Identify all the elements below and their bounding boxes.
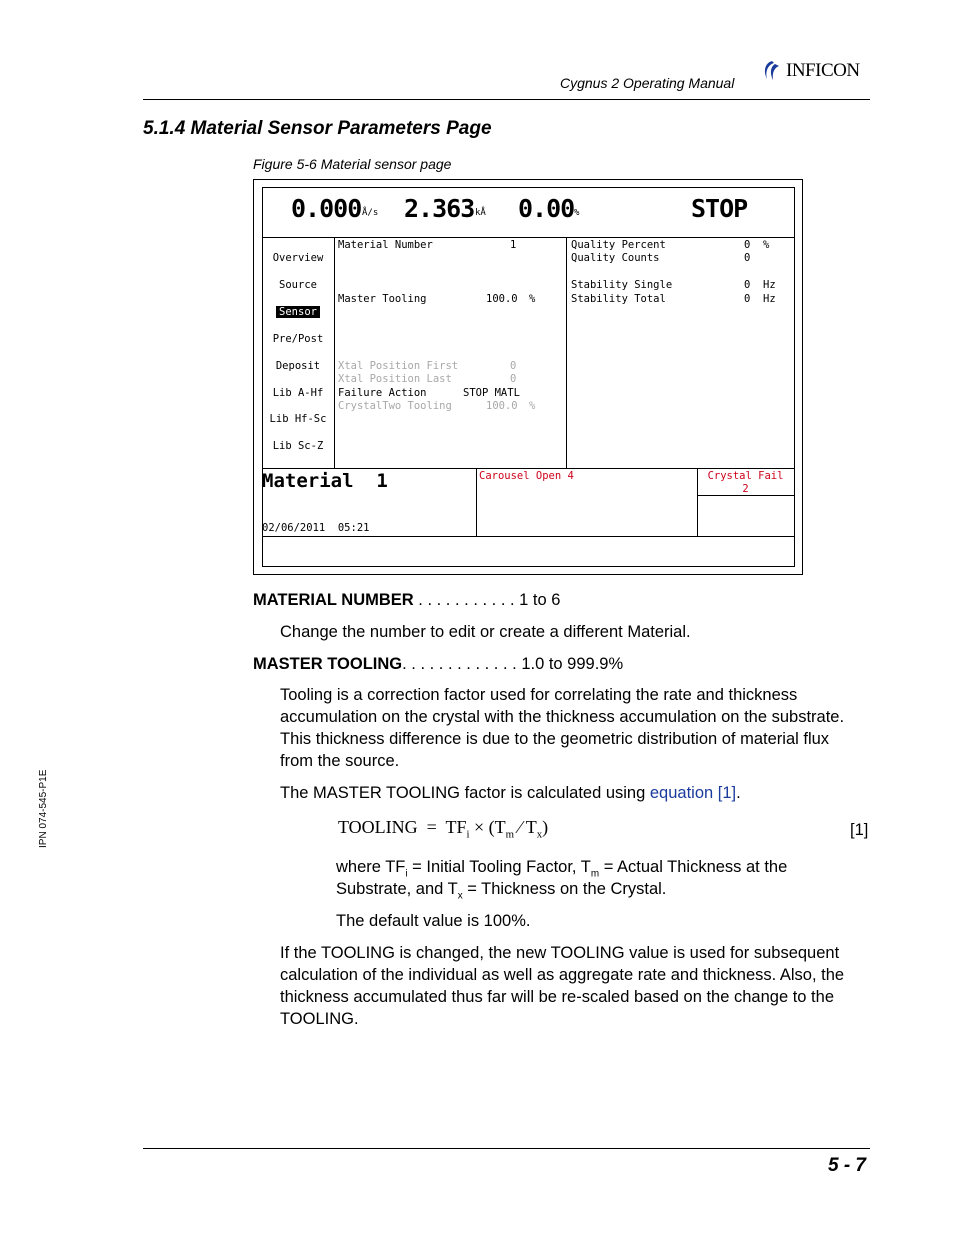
status-datetime: 02/06/2011 05:21 — [262, 522, 370, 534]
page-number: 5 - 7 — [827, 1155, 866, 1176]
nav-sensor-label: Sensor — [276, 306, 320, 318]
eq-sub-x: x — [536, 828, 543, 841]
eq-sub-i: i — [466, 828, 470, 841]
stability-total-value: 0 — [744, 293, 751, 305]
tooling-line-4: from the source. — [280, 752, 400, 770]
footer-rule — [143, 1148, 870, 1149]
master-tooling-value[interactable]: 100.0 — [486, 293, 518, 305]
material-number-desc: Change the number to edit or create a different Material. — [280, 623, 691, 641]
quality-counts-label: Quality Counts — [571, 252, 660, 264]
percent-unit: % — [574, 208, 580, 218]
master-tooling-label: Master Tooling — [338, 293, 427, 305]
eq-sub-m: m — [505, 828, 515, 841]
master-tooling-heading: MASTER TOOLING — [253, 655, 403, 673]
tooling-line-1: Tooling is a correction factor used for correlating the rate and thickness — [280, 686, 798, 704]
eq-close: ) — [542, 817, 549, 837]
where-line-2 — [336, 878, 666, 907]
header-rule — [143, 99, 870, 100]
nav-deposit[interactable]: Deposit — [275, 360, 321, 372]
material-number-entry — [253, 589, 560, 611]
eq-slash: ⁄ T — [514, 817, 537, 837]
rate-unit: Å/s — [362, 208, 379, 218]
material-number-value[interactable]: 1 — [510, 239, 517, 251]
readout-divider — [262, 237, 794, 238]
process-state: STOP — [691, 194, 748, 223]
xtal-last-value: 0 — [510, 373, 517, 385]
params-divider — [566, 237, 567, 468]
quality-percent-label: Quality Percent — [571, 239, 666, 251]
nav-divider — [334, 237, 335, 468]
crystal-two-label: CrystalTwo Tooling — [338, 400, 452, 412]
status-divider — [262, 468, 794, 469]
status-vdivider-1 — [476, 468, 477, 536]
tooling-line-3: This thickness difference is due to the geometric distribution of material flux — [280, 730, 830, 748]
tooling-line-2: accumulation on the crystal with the thickness accumulation on the substrate. — [280, 708, 845, 726]
stability-single-unit: Hz — [763, 279, 776, 291]
equation-number: [1] — [850, 821, 869, 839]
material-number-label: Material Number — [338, 239, 433, 251]
crystal-fail-number: 2 — [742, 483, 749, 495]
section-title: 5.1.4 Material Sensor Parameters Page — [143, 118, 492, 139]
nav-sensor[interactable] — [262, 306, 334, 318]
failure-action-value[interactable]: STOP MATL — [463, 387, 520, 399]
nav-lib-sc-z[interactable]: Lib Sc-Z — [272, 440, 324, 452]
xtal-first-value: 0 — [510, 360, 517, 372]
nav-lib-hf-sc[interactable]: Lib Hf-Sc — [269, 413, 327, 425]
material-number-heading: MATERIAL NUMBER — [253, 591, 414, 609]
manual-title: Cygnus 2 Operating Manual — [560, 75, 735, 91]
eq-left: TOOLING = TF — [338, 817, 467, 837]
thickness-value: 2.363 — [404, 194, 475, 223]
final-line-4: TOOLING. — [280, 1010, 359, 1028]
where-sub-m: m — [590, 868, 600, 880]
stability-single-label: Stability Single — [571, 279, 673, 291]
thickness-unit: kÅ — [475, 208, 486, 218]
master-tooling-range: . . . . . . . . . . . . . 1.0 to 999.9% — [402, 655, 624, 673]
nav-lib-a-hf[interactable]: Lib A-Hf — [272, 387, 324, 399]
rate-value: 0.000 — [291, 194, 362, 223]
where-2b: = Thickness on the Crystal. — [462, 880, 667, 898]
equation-link[interactable]: equation [1] — [649, 784, 737, 802]
master-tooling-entry — [253, 653, 623, 675]
calc-sentence — [280, 782, 741, 804]
xtal-first-label: Xtal Position First — [338, 360, 459, 372]
nav-pre-post[interactable]: Pre/Post — [272, 333, 324, 345]
inficon-logo — [760, 58, 860, 84]
stability-single-value: 0 — [744, 279, 751, 291]
final-line-3: thickness accumulated thus far will be re-scaled based on the change to the — [280, 988, 834, 1006]
where-1a: where TF — [336, 858, 406, 876]
stability-total-unit: Hz — [763, 293, 776, 305]
failure-action-label: Failure Action — [338, 387, 427, 399]
where-2a: Substrate, and T — [336, 880, 458, 898]
final-line-2: calculation of the individual as well as aggregate rate and thickness. Also, the — [280, 966, 845, 984]
percent-value: 0.00 — [518, 194, 575, 223]
crystal-two-value: 100.0 — [486, 400, 518, 412]
tooling-equation — [338, 817, 548, 841]
ipn-label: IPN 074-545-P1E — [38, 769, 49, 848]
material-number-range: . . . . . . . . . . . 1 to 6 — [413, 591, 561, 609]
calc-text: The MASTER TOOLING factor is calculated using — [280, 784, 650, 802]
master-tooling-unit: % — [529, 293, 536, 305]
quality-percent-value: 0 — [744, 239, 751, 251]
figure-caption: Figure 5-6 Material sensor page — [253, 156, 452, 172]
where-1c: = Actual Thickness at the — [599, 858, 788, 876]
stability-total-label: Stability Total — [571, 293, 666, 305]
where-1b: = Initial Tooling Factor, T — [407, 858, 591, 876]
nav-source[interactable]: Source — [279, 279, 317, 291]
xtal-last-label: Xtal Position Last — [338, 373, 452, 385]
status-material: Material 1 — [262, 470, 388, 492]
quality-percent-unit: % — [763, 239, 770, 251]
crystal-two-unit: % — [529, 400, 536, 412]
quality-counts-value: 0 — [744, 252, 751, 264]
where-sub-x: x — [457, 890, 463, 902]
nav-overview[interactable]: Overview — [272, 252, 324, 264]
carousel-alarm: Carousel Open 4 — [479, 470, 574, 482]
brand-name: INFICON — [786, 60, 860, 81]
status-bottom-line — [262, 536, 794, 537]
crystal-fail-divider — [697, 495, 794, 496]
where-sub-i: i — [405, 868, 408, 880]
inficon-swirl-icon — [760, 59, 784, 83]
default-value-note: The default value is 100%. — [336, 912, 531, 930]
eq-mid: × (T — [469, 817, 506, 837]
crystal-fail-alarm: Crystal Fail — [707, 470, 784, 482]
final-line-1: If the TOOLING is changed, the new TOOLING value is used for subsequent — [280, 944, 840, 962]
calc-end: . — [736, 784, 741, 802]
